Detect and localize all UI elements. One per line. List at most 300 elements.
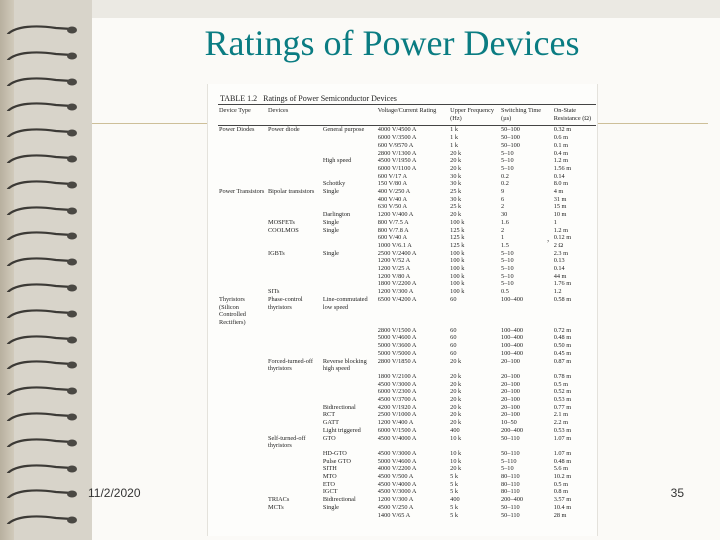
table-row [218, 134, 596, 142]
table-cell [267, 396, 322, 404]
table-cell: Single [322, 188, 339, 196]
table-cell: Single [322, 503, 339, 511]
table-row [218, 157, 596, 165]
table-cell: GATT [322, 419, 339, 427]
table-cell: 20 k [450, 396, 462, 404]
table-cell [267, 450, 322, 458]
table-cell [267, 165, 322, 173]
table-row [218, 219, 596, 227]
table-cell: 6000 V/3500 A [377, 134, 417, 142]
table-cell: 125 k [450, 234, 465, 242]
table-cell [218, 280, 267, 288]
table-cell: 10 m [553, 211, 567, 219]
table-row [218, 350, 596, 358]
table-cell: 5 k [450, 480, 459, 488]
table-cell: 6000 V/2300 A [377, 388, 417, 396]
slide-title: Ratings of Power Devices [204, 23, 580, 63]
table-cell: 400 [450, 426, 460, 434]
table-cell [218, 334, 267, 342]
table-cell [218, 265, 267, 273]
table-cell [322, 381, 377, 389]
table-cell: 0.58 m [553, 295, 572, 303]
table-cell: 4500 V/3000 A [377, 380, 417, 388]
table-cell: 5–10 [501, 164, 514, 172]
table-cell [267, 150, 322, 158]
table-cell: 10.2 m [553, 473, 572, 481]
table-cell [322, 257, 377, 265]
table-cell [218, 157, 267, 165]
table-cell [218, 165, 267, 173]
table-cell: 1800 V/2100 A [377, 372, 417, 380]
table-cell: 400 V/40 A [377, 195, 408, 203]
table-cell [218, 481, 267, 489]
table-cell: Power Transistors [219, 188, 265, 196]
table-cell [218, 396, 267, 404]
table-cell [218, 504, 267, 512]
table-cell: 15 m [553, 203, 567, 211]
table-cell: 1200 V/400 A [377, 211, 414, 219]
table-cell: 2 [501, 226, 505, 234]
table-cell: 44 m [553, 272, 567, 280]
table-cell: 60 [450, 342, 457, 350]
table-cell: MCTs [267, 503, 284, 511]
table-cell [267, 142, 322, 150]
table-cell: 1200 V/52 A [377, 257, 411, 265]
stray-mark: , [547, 233, 550, 243]
table-cell: 100 k [450, 288, 465, 296]
table-cell: 20 k [450, 388, 462, 396]
table-cell: 5000 V/3600 A [377, 342, 417, 350]
table-cell [322, 512, 377, 520]
table-cell: 2 Ω [553, 241, 564, 249]
table-cell: 0.14 [553, 265, 565, 273]
table-cell [218, 203, 267, 211]
table-cell: 6 [501, 195, 505, 203]
table-cell [267, 411, 322, 419]
table-cell: 60 [450, 349, 457, 357]
table-cell [322, 273, 377, 281]
table-row [218, 458, 596, 466]
table-cell: Power diode [267, 126, 300, 134]
table-cell [218, 350, 267, 358]
table-cell [218, 427, 267, 435]
table-row [218, 427, 596, 435]
table-cell [218, 435, 267, 450]
table-cell: 100 k [450, 218, 465, 226]
table-cell: 200–400 [501, 426, 524, 434]
table-cell: Single [322, 226, 339, 234]
header-device-type: Device Type [218, 106, 267, 126]
table-cell [218, 234, 267, 242]
table-row [218, 358, 596, 373]
table-cell: 5000 V/5000 A [377, 349, 417, 357]
table-cell: 1200 V/300 A [377, 496, 414, 504]
table-cell: 30 k [450, 172, 462, 180]
table-cell: 150 V/80 A [377, 180, 408, 188]
table-cell: 20 k [450, 380, 462, 388]
table-cell: 0.53 m [553, 396, 572, 404]
table-cell: 4500 V/1950 A [377, 157, 417, 165]
table-cell: 800 V/7.8 A [377, 226, 409, 234]
binder-ring-icon [6, 50, 80, 60]
table-cell: 5–10 [501, 149, 514, 157]
table-cell [267, 427, 322, 435]
table-caption-label: TABLE 1.2 [220, 94, 258, 103]
table-row [218, 188, 596, 196]
table-cell [218, 250, 267, 258]
table-cell: 20 k [450, 157, 462, 165]
table-cell: 20 k [450, 403, 462, 411]
table-row [218, 180, 596, 188]
table-cell: 60 [450, 326, 457, 334]
binder-ring-icon [6, 230, 80, 240]
table-cell [267, 196, 322, 204]
binder-ring-icon [6, 24, 80, 34]
table-cell: 4500 V/3000 A [377, 449, 417, 457]
table-cell: 20 k [450, 164, 462, 172]
binder-ring-icon [6, 127, 80, 137]
table-cell: 2800 V/1300 A [377, 149, 417, 157]
ratings-table [218, 106, 596, 519]
table-cell: 4500 V/4000 A [377, 480, 417, 488]
table-cell: 1.2 m [553, 157, 569, 165]
table-cell: 600 V/9570 A [377, 141, 414, 149]
table-row [218, 512, 596, 520]
table-cell: 0.50 m [553, 342, 572, 350]
table-cell: 60 [450, 295, 457, 303]
table-row [218, 273, 596, 281]
table-cell [218, 411, 267, 419]
table-cell: Darlington [322, 211, 351, 219]
table-cell: 20–100 [501, 357, 520, 365]
table-cell: Self-turned-off thyristors [267, 434, 306, 450]
table-cell: 4200 V/1920 A [377, 403, 417, 411]
table-cell: 100–400 [501, 326, 524, 334]
table-row [218, 481, 596, 489]
table-cell [322, 342, 377, 350]
table-cell: Schottky [322, 180, 346, 188]
table-cell: Single [322, 218, 339, 226]
slide-page-number: 35 [670, 486, 684, 500]
table-cell [267, 465, 322, 473]
table-cell [322, 327, 377, 335]
table-cell: TRIACs [267, 496, 290, 504]
table-cell: 1200 V/25 A [377, 265, 411, 273]
table-top-rule [218, 104, 596, 105]
table-row [218, 288, 596, 296]
table-cell [267, 512, 322, 520]
binder-ring-icon [6, 308, 80, 318]
table-cell: 50–110 [501, 434, 520, 442]
table-cell [322, 173, 377, 181]
table-cell: 400 [450, 496, 460, 504]
table-cell: 0.8 m [553, 488, 569, 496]
header-switching-time: Switching Time (µs) [500, 106, 553, 126]
table-cell: 2500 V/2400 A [377, 249, 417, 257]
table-cell: 5 k [450, 503, 459, 511]
table-cell: HD-GTO [322, 449, 347, 457]
table-cell: 2500 V/1000 A [377, 411, 417, 419]
table-cell: 125 k [450, 241, 465, 249]
table-cell: 5–10 [501, 280, 514, 288]
table-cell: 6500 V/4200 A [377, 295, 417, 303]
table-cell: Phase-control thyristors [267, 295, 303, 311]
table-cell: 1 k [450, 126, 459, 134]
table-cell: 4500 V/3700 A [377, 396, 417, 404]
binder-ring-icon [6, 256, 80, 266]
table-cell: 100–400 [501, 349, 524, 357]
table-cell [322, 396, 377, 404]
table-cell: 1 [501, 234, 505, 242]
table-cell: Forced-turned-off thyristors [267, 357, 313, 373]
scanned-table-image [207, 84, 598, 536]
table-cell [322, 280, 377, 288]
decorative-line-right [596, 123, 708, 124]
table-cell [218, 473, 267, 481]
table-row [218, 419, 596, 427]
table-row [218, 396, 596, 404]
table-cell: 0.14 [553, 172, 565, 180]
table-cell: 100 k [450, 257, 465, 265]
table-cell [218, 465, 267, 473]
table-cell [218, 381, 267, 389]
table-cell: 50–110 [501, 449, 520, 457]
table-row [218, 327, 596, 335]
table-cell [322, 142, 377, 150]
table-cell [218, 219, 267, 227]
table-cell: 20 k [450, 357, 462, 365]
table-cell: 0.5 [501, 288, 509, 296]
header-devices: Devices [267, 106, 377, 126]
table-cell: 1400 V/65 A [377, 511, 411, 519]
table-row [218, 388, 596, 396]
binder-ring-icon [6, 334, 80, 344]
table-cell: 0.1 m [553, 141, 569, 149]
table-cell: 20–100 [501, 396, 520, 404]
table-cell: 0.48 m [553, 457, 572, 465]
binder-ring-icon [6, 514, 80, 524]
table-cell: Bidirectional [322, 496, 356, 504]
table-cell: 100 k [450, 265, 465, 273]
table-cell [267, 481, 322, 489]
table-cell [267, 473, 322, 481]
table-row [218, 173, 596, 181]
table-cell: 100–400 [501, 295, 524, 303]
header-frequency: Upper Frequency (Hz) [449, 106, 500, 126]
table-cell: 630 V/50 A [377, 203, 408, 211]
table-cell: 1.07 m [553, 449, 572, 457]
table-cell [322, 196, 377, 204]
table-cell: 2.2 m [553, 419, 569, 427]
table-cell: MOSFETs [267, 218, 295, 226]
table-row [218, 381, 596, 389]
binder-ring-icon [6, 205, 80, 215]
table-cell: 0.72 m [553, 326, 572, 334]
table-cell: 1 [553, 218, 557, 226]
table-cell [267, 157, 322, 165]
table-cell [322, 242, 377, 250]
table-cell: 125 k [450, 226, 465, 234]
table-cell: 3.57 m [553, 496, 572, 504]
table-cell: 20 k [450, 211, 462, 219]
table-cell: 20 k [450, 372, 462, 380]
binder-ring-icon [6, 385, 80, 395]
table-cell: 2800 V/1500 A [377, 326, 417, 334]
table-cell [218, 450, 267, 458]
table-cell: 4000 V/4500 A [377, 126, 417, 134]
table-cell [218, 288, 267, 296]
table-cell: 28 m [553, 511, 567, 519]
table-cell: Single [322, 249, 339, 257]
table-cell [218, 496, 267, 504]
table-cell: 5 k [450, 473, 459, 481]
table-row [218, 373, 596, 381]
table-cell [218, 327, 267, 335]
table-row [218, 257, 596, 265]
table-row [218, 504, 596, 512]
table-cell: MTO [322, 473, 337, 481]
table-cell: 80–110 [501, 488, 520, 496]
table-row [218, 496, 596, 504]
table-row [218, 488, 596, 496]
table-cell: 0.12 m [553, 234, 572, 242]
table-cell: COOLMOS [267, 226, 299, 234]
table-cell: 0.32 m [553, 126, 572, 134]
table-cell: 20–100 [501, 388, 520, 396]
table-cell: 5000 V/4600 A [377, 457, 417, 465]
table-row [218, 250, 596, 258]
table-cell: 20–100 [501, 372, 520, 380]
table-cell [267, 134, 322, 142]
table-row [218, 473, 596, 481]
table-caption [220, 94, 397, 103]
table-body [218, 126, 596, 519]
table-cell: 5000 V/4600 A [377, 334, 417, 342]
table-cell [218, 227, 267, 235]
table-row [218, 203, 596, 211]
table-cell: 20 k [450, 465, 462, 473]
table-cell: 2 [501, 203, 505, 211]
table-cell: 0.52 m [553, 388, 572, 396]
table-cell: 31 m [553, 195, 567, 203]
table-cell: Bipolar transistors [267, 188, 315, 196]
table-cell: 4 m [553, 188, 564, 196]
table-cell [218, 488, 267, 496]
table-cell: 1800 V/2200 A [377, 280, 417, 288]
table-cell [267, 458, 322, 466]
table-cell [322, 350, 377, 358]
table-cell: 80–110 [501, 473, 520, 481]
table-cell [218, 142, 267, 150]
table-cell [267, 488, 322, 496]
table-cell: 1 k [450, 141, 459, 149]
table-cell [267, 404, 322, 412]
table-cell: 50–100 [501, 134, 520, 142]
table-cell: 0.78 m [553, 372, 572, 380]
table-cell: 20 k [450, 419, 462, 427]
table-cell [218, 196, 267, 204]
table-cell [322, 165, 377, 173]
binder-background [0, 0, 92, 540]
table-caption-text: Ratings of Power Semiconductor Devices [263, 94, 397, 103]
table-cell: 10–50 [501, 419, 517, 427]
table-cell: SITH [322, 465, 337, 473]
table-cell: 0.48 m [553, 334, 572, 342]
table-cell: 1 k [450, 134, 459, 142]
table-row [218, 404, 596, 412]
table-cell [267, 381, 322, 389]
binder-ring-icon [6, 359, 80, 369]
table-cell: 1.6 [501, 218, 509, 226]
binder-ring-icon [6, 411, 80, 421]
table-cell: High speed [322, 157, 352, 165]
table-cell [218, 173, 267, 181]
table-row [218, 227, 596, 235]
table-cell: Thyristors (Silicon Controlled Rectifiers) [219, 295, 246, 326]
table-cell: 100 k [450, 272, 465, 280]
table-cell [267, 257, 322, 265]
binder-ring-icon [6, 101, 80, 111]
table-cell [218, 419, 267, 427]
table-cell: 5–10 [501, 265, 514, 273]
table-row [218, 242, 596, 250]
table-cell: 100–400 [501, 334, 524, 342]
table-row [218, 265, 596, 273]
table-cell [267, 388, 322, 396]
table-cell: ETO [322, 480, 335, 488]
table-cell [218, 180, 267, 188]
table-cell: 10.4 m [553, 503, 572, 511]
table-cell: 5–110 [501, 457, 517, 465]
table-row [218, 196, 596, 204]
table-cell: 1.2 m [553, 226, 569, 234]
table-cell [218, 512, 267, 520]
table-row [218, 450, 596, 458]
table-row [218, 334, 596, 342]
table-cell: General purpose [322, 126, 365, 134]
table-cell: 0.2 [501, 180, 509, 188]
table-cell: Power Diodes [219, 126, 255, 134]
table-cell: 5–10 [501, 272, 514, 280]
table-cell: 4000 V/2200 A [377, 465, 417, 473]
table-cell [267, 180, 322, 188]
table-cell: 1200 V/400 A [377, 419, 414, 427]
table-cell [322, 134, 377, 142]
table-cell [267, 373, 322, 381]
table-cell: 600 V/40 A [377, 234, 408, 242]
decorative-line-left [92, 123, 208, 124]
table-cell: 5–10 [501, 465, 514, 473]
table-cell: 100–400 [501, 342, 524, 350]
header-rating: Voltage/Current Rating [377, 106, 449, 126]
table-cell [218, 211, 267, 219]
table-cell: 400 V/250 A [377, 188, 411, 196]
table-cell [267, 203, 322, 211]
binder-ring-icon [6, 76, 80, 86]
table-cell: 800 V/7.5 A [377, 218, 409, 226]
table-cell: 10 k [450, 457, 462, 465]
table-cell: 1.56 m [553, 164, 572, 172]
table-row [218, 234, 596, 242]
table-cell [322, 373, 377, 381]
binder-ring-icon [6, 437, 80, 447]
table-cell: GTO [322, 434, 336, 442]
table-cell: IGCT [322, 488, 338, 496]
table-cell [218, 134, 267, 142]
table-cell: 2800 V/1850 A [377, 357, 417, 365]
table-cell: 100 k [450, 280, 465, 288]
binder-ring-icon [6, 179, 80, 189]
